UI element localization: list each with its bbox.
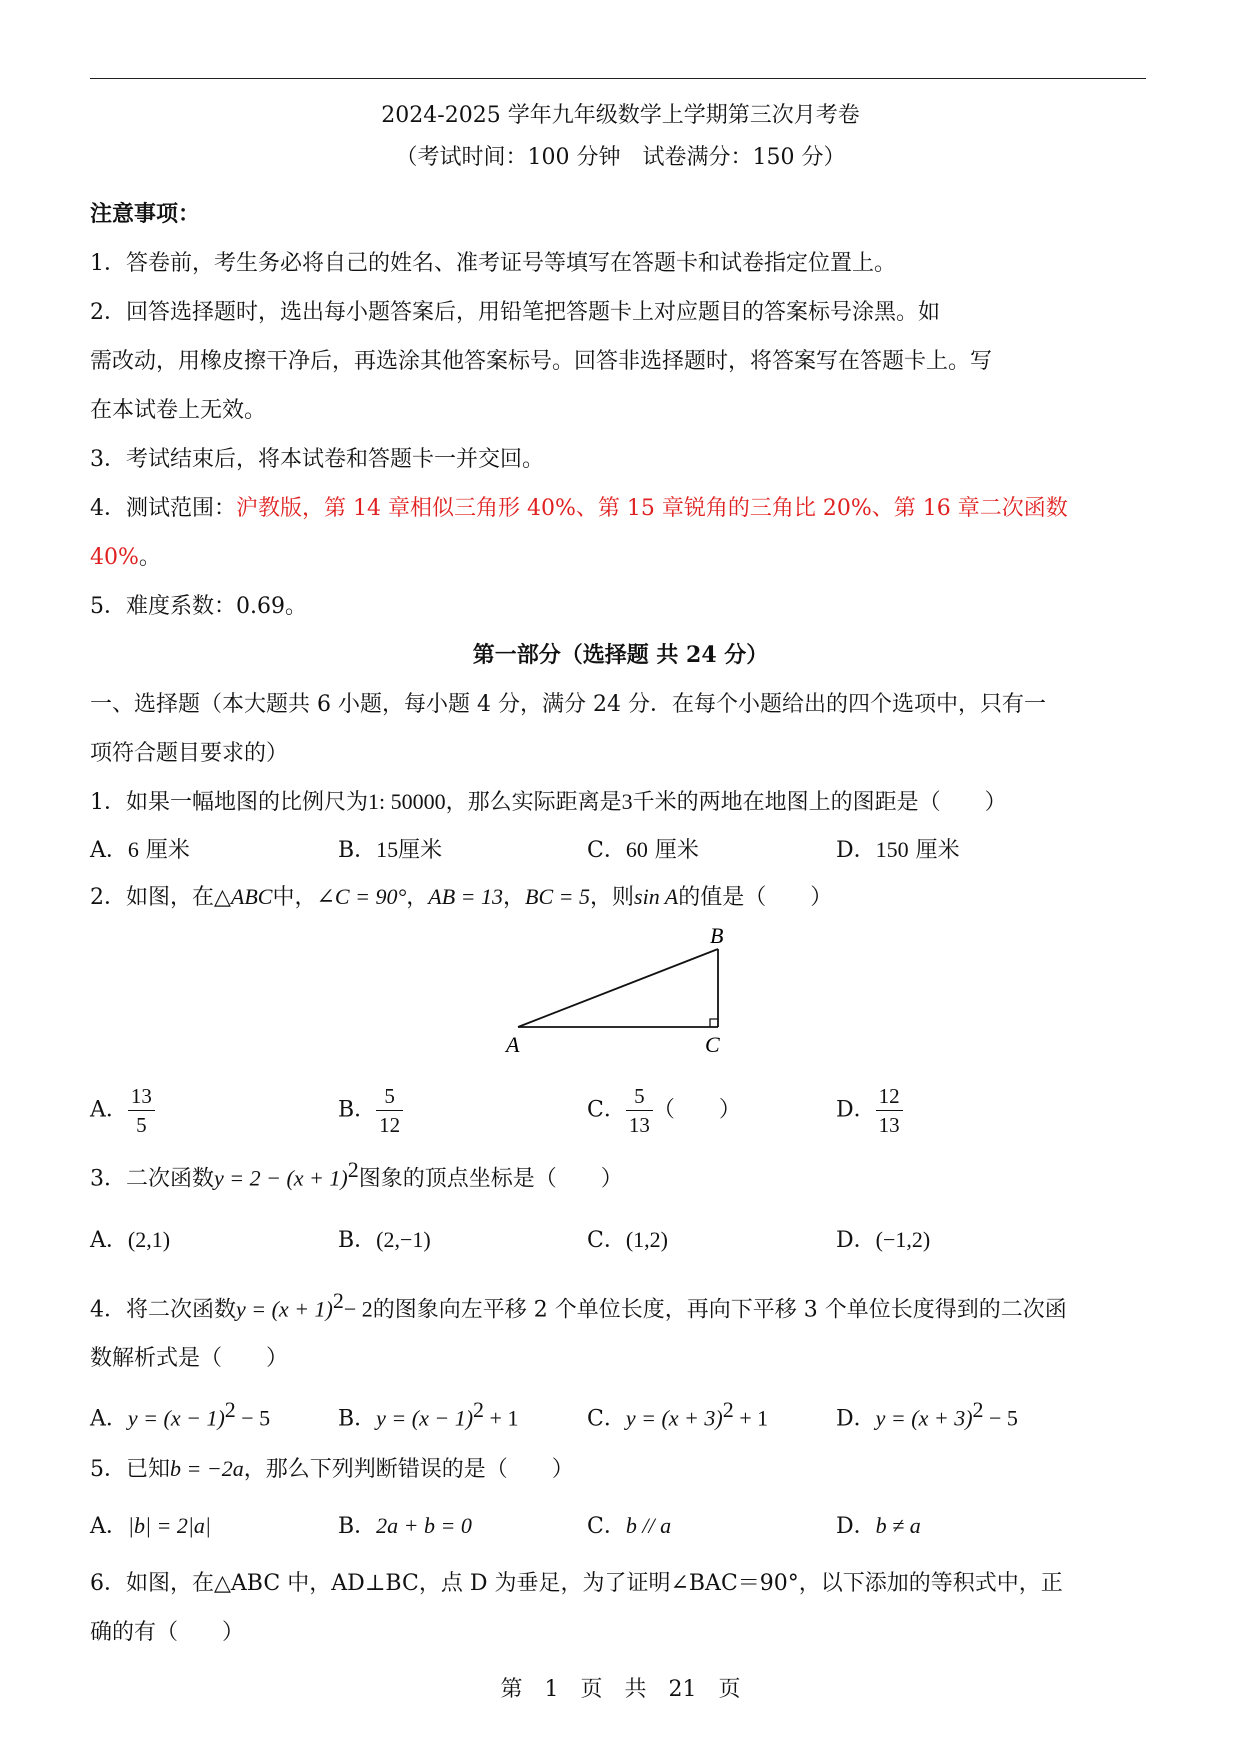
numerator: 5 (626, 1082, 653, 1111)
option-value: 2a + b = 0 (376, 1513, 472, 1538)
q1-option-b[interactable] (338, 833, 442, 864)
option-letter: A． (90, 838, 128, 863)
q2-bc: BC = 5 (525, 884, 590, 909)
option-letter: A． (90, 1406, 128, 1432)
exam-subtitle: （考试时间：100 分钟 试卷满分：150 分） (395, 145, 846, 170)
option-unit: 厘米 (145, 838, 190, 863)
option-letter: C． (587, 1514, 626, 1539)
option-exponent: 2 (224, 1397, 236, 1422)
q2-angle: ∠C = 90° (316, 884, 407, 909)
option-base: y = (x + 3) (875, 1405, 973, 1431)
option-tail: + 1 (484, 1405, 519, 1431)
fraction (376, 1082, 403, 1139)
question-6-line-2: 确的有（ ） (90, 1620, 245, 1645)
q1-option-d[interactable] (836, 833, 960, 864)
test-scope-tail: 40% (90, 545, 139, 570)
q3-option-c[interactable] (587, 1223, 668, 1254)
option-unit: 厘米 (398, 838, 443, 863)
test-scope: 沪教版，第 14 章相似三角形 40%、第 15 章锐角的三角比 20%、第 16 章二次函数 (236, 496, 1068, 521)
notice-item-4-suffix: 。 (138, 545, 161, 570)
option-letter: B． (338, 1097, 377, 1123)
option-tail: − 5 (983, 1405, 1018, 1431)
option-letter: C． (587, 1406, 626, 1432)
option-tail: − 5 (235, 1405, 271, 1431)
fraction (128, 1082, 155, 1139)
q1-stem-a: 1．如果一幅地图的比例尺为 (90, 790, 368, 815)
q4-option-c[interactable] (587, 1397, 768, 1432)
fraction (876, 1082, 903, 1139)
q1-option-a[interactable] (90, 833, 190, 864)
denominator: 12 (379, 1113, 401, 1137)
q2-option-d[interactable] (836, 1082, 903, 1139)
q1-distance: 3 (621, 789, 633, 814)
option-value: 15 (376, 837, 399, 862)
option-value: (2,−1) (376, 1227, 431, 1252)
notice-item-1: 1．答卷前，考生务必将自己的姓名、准考证号等填写在答题卡和试卷指定位置上。 (90, 251, 896, 276)
q4-exponent: 2 (332, 1288, 344, 1313)
question-4-stem (90, 1288, 1067, 1323)
q2-stem-b: 中， (272, 885, 317, 910)
q3-exponent: 2 (347, 1157, 359, 1182)
q2-triangle-figure (500, 925, 740, 1060)
q2-option-a[interactable] (90, 1082, 155, 1139)
option-letter: B． (338, 1406, 377, 1432)
q5-option-b[interactable] (338, 1509, 472, 1540)
option-value: b // a (625, 1513, 672, 1538)
denominator: 13 (628, 1113, 650, 1137)
section-1-line-2: 项符合题目要求的） (90, 741, 289, 766)
q1-stem-c: 千米的两地在地图上的图距是（ ） (632, 790, 1007, 815)
option-value: 6 (127, 837, 139, 862)
option-letter: A． (90, 1514, 128, 1539)
q2-stem-a: 2．如图，在 (90, 885, 214, 910)
fraction (626, 1082, 653, 1139)
option-value: 150 (875, 837, 909, 862)
numerator: 5 (376, 1082, 403, 1111)
option-value: (1,2) (625, 1227, 668, 1252)
option-letter: D． (836, 1406, 876, 1432)
option-letter: B． (338, 838, 377, 863)
q2-option-b[interactable] (338, 1082, 403, 1139)
q4-stem-b: 的图象向左平移 2 个单位长度，再向下平移 3 个单位长度得到的二次函 (372, 1297, 1067, 1323)
q5-stem-a: 5．已知 (90, 1457, 170, 1482)
denominator: 5 (136, 1113, 147, 1137)
q3-option-b[interactable] (338, 1223, 431, 1254)
option-letter: D． (836, 1097, 876, 1123)
q3-option-d[interactable] (836, 1223, 930, 1254)
question-4-stem-line-2: 数解析式是（ ） (90, 1346, 289, 1371)
q1-option-c[interactable] (587, 833, 699, 864)
question-2-stem: 2．如图，在△ABC中，∠C = 90°，AB = 13，BC = 5，则sin A的值是（ ） (90, 884, 833, 910)
option-base: y = (x − 1) (376, 1405, 474, 1431)
notice-item-3: 3．考试结束后，将本试卷和答题卡一并交回。 (90, 447, 544, 472)
notice-item-4-prefix: 4．测试范围： (90, 496, 236, 521)
right-angle-mark (710, 1019, 718, 1027)
q2-stem-c: ，则 (590, 885, 635, 910)
option-exponent: 2 (722, 1397, 734, 1422)
option-letter: A． (90, 1097, 128, 1123)
q2-ab: AB = 13 (428, 884, 504, 909)
notice-item-2-line-3: 在本试卷上无效。 (90, 398, 267, 423)
numerator: 12 (876, 1082, 903, 1111)
notice-heading: 注意事项： (90, 201, 201, 227)
question-1-stem (90, 785, 1007, 816)
q2-triangle: △ABC (214, 884, 273, 909)
label-b: B (710, 925, 724, 948)
q4-expression-tail: − 2 (343, 1296, 373, 1322)
option-value: (−1,2) (875, 1227, 931, 1252)
notice-item-5: 5．难度系数：0.69。 (90, 594, 307, 619)
top-rule (90, 78, 1146, 79)
option-value: (2,1) (127, 1227, 171, 1252)
label-c: C (705, 1032, 720, 1057)
question-3-stem (90, 1157, 623, 1192)
numerator: 13 (128, 1082, 155, 1111)
option-letter: C． (587, 838, 626, 863)
option-letter: A． (90, 1228, 128, 1253)
option-extra: （ ） (652, 1097, 741, 1123)
option-value: |b| = 2|a| (127, 1513, 211, 1538)
q2-stem-d: 的值是（ ） (678, 885, 833, 910)
option-unit: 厘米 (915, 838, 960, 863)
notice-item-4-line-2 (90, 540, 161, 571)
question-6-line-1: 6．如图，在△ABC 中，AD⊥BC，点 D 为垂足，为了证明∠BAC＝90°，以下添加的等积式中，正 (90, 1571, 1063, 1596)
option-letter: C． (587, 1228, 626, 1253)
q5-expression: b = −2a (170, 1456, 244, 1481)
q2-option-c[interactable] (587, 1082, 741, 1139)
q4-stem-a: 4．将二次函数 (90, 1297, 236, 1323)
option-exponent: 2 (972, 1397, 984, 1422)
option-letter: D． (836, 838, 876, 863)
option-letter: B． (338, 1514, 377, 1539)
option-unit: 厘米 (654, 838, 699, 863)
q3-stem-b: 图象的顶点坐标是（ ） (358, 1166, 623, 1192)
option-tail: + 1 (733, 1405, 769, 1431)
option-letter: D． (836, 1228, 876, 1253)
option-letter: C． (587, 1097, 626, 1123)
option-value: 60 (625, 837, 648, 862)
q5-option-d[interactable] (836, 1509, 921, 1540)
option-base: y = (x + 3) (625, 1405, 723, 1431)
side-ab (518, 949, 718, 1027)
option-exponent: 2 (473, 1397, 485, 1422)
q1-stem-b: ，那么实际距离是 (445, 790, 622, 815)
q4-expression: y = (x + 1) (236, 1296, 333, 1322)
notice-item-4-line-1 (90, 491, 1068, 522)
q4-option-a[interactable] (90, 1397, 270, 1432)
q3-stem-a: 3．二次函数 (90, 1166, 214, 1192)
q5-option-c[interactable] (587, 1509, 671, 1540)
option-value: b ≠ a (875, 1513, 921, 1538)
option-letter: D． (836, 1514, 876, 1539)
label-a: A (506, 1032, 520, 1057)
q2-sin: sin A (634, 884, 679, 909)
page-number: 第 1 页 共 21 页 (500, 1677, 741, 1702)
option-letter: B． (338, 1228, 377, 1253)
q5-stem-b: ，那么下列判断错误的是（ ） (243, 1457, 574, 1482)
exam-title: 2024-2025 学年九年级数学上学期第三次月考卷 (381, 103, 860, 128)
notice-item-2-line-1: 2．回答选择题时，选出每小题答案后，用铅笔把答题卡上对应题目的答案标号涂黑。如 (90, 300, 940, 325)
notice-item-2-line-2: 需改动，用橡皮擦干净后，再选涂其他答案标号。回答非选择题时，将答案写在答题卡上。写 (90, 349, 993, 374)
q1-ratio: 1: 50000 (368, 789, 446, 814)
q3-expression: y = 2 − (x + 1) (214, 1165, 348, 1191)
q4-option-d[interactable] (836, 1397, 1018, 1432)
denominator: 13 (878, 1113, 900, 1137)
section-1-line-1: 一、选择题（本大题共 6 小题，每小题 4 分，满分 24 分．在每个小题给出的四个选项中，只有一 (90, 692, 1046, 717)
question-5-stem (90, 1452, 574, 1483)
q3-option-a[interactable] (90, 1223, 170, 1254)
part1-title: 第一部分（选择题 共 24 分） (472, 642, 769, 668)
q4-option-b[interactable] (338, 1397, 518, 1432)
option-base: y = (x − 1) (127, 1405, 225, 1431)
q5-option-a[interactable] (90, 1509, 211, 1540)
